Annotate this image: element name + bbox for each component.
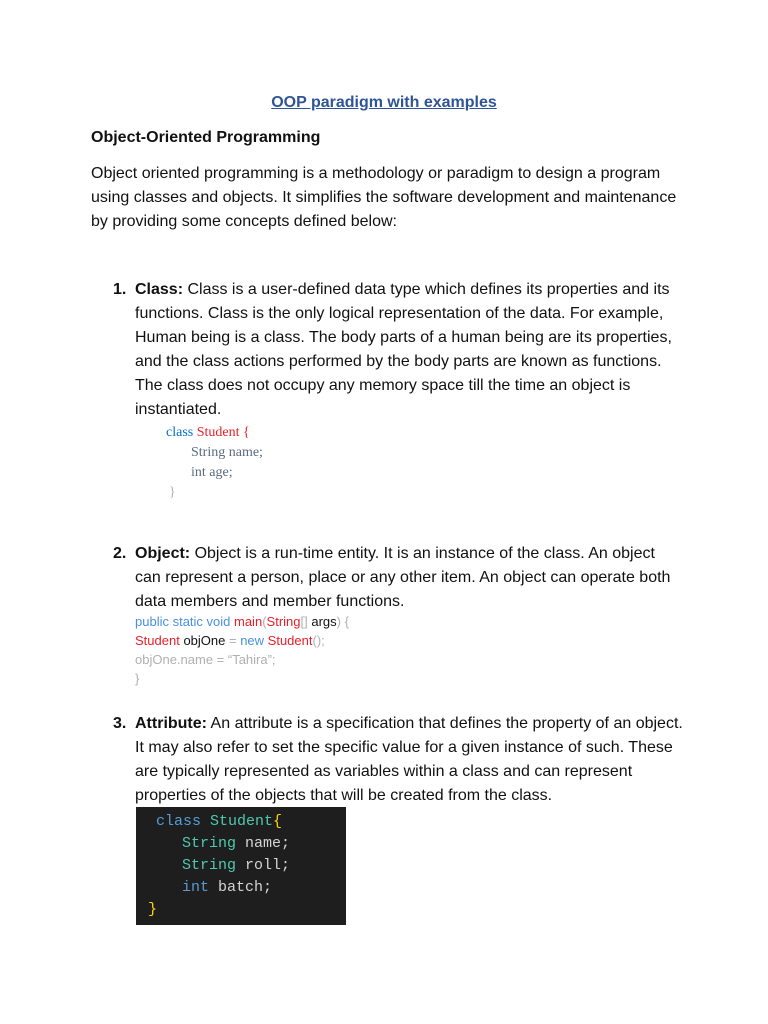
list-item-class: [113, 278, 683, 422]
section-heading: Object-Oriented Programming: [91, 129, 321, 146]
code-line: class Student{: [156, 813, 283, 830]
item-text: [135, 712, 683, 808]
code-line: String roll;: [182, 857, 291, 874]
code-line: int batch;: [182, 879, 273, 896]
code-line: objOne.name = “Tahira”;: [135, 652, 276, 667]
code-line: String name;: [182, 835, 291, 852]
code-line: Student objOne = new Student();: [135, 633, 325, 648]
code-line: String name;: [191, 445, 263, 460]
code-block-class: [166, 423, 263, 503]
page-title[interactable]: OOP paradigm with examples: [271, 94, 497, 111]
item-description: Object is a run-time entity. It is an instance of the class. An object can represent a person, place or any other item. An object can operate both data members and member functions.: [135, 545, 671, 610]
item-term: Class:: [135, 281, 184, 298]
item-description: An attribute is a specification that defines the property of an object. It may also refer to set the specific value for a given instance of such. These are typically represented as variables within a class and can represent properties of the objects that will be created from the class.: [135, 715, 683, 804]
item-term: Attribute:: [135, 715, 207, 732]
item-text: [135, 278, 683, 422]
list-item-object: [113, 542, 683, 614]
code-line: }: [169, 485, 176, 500]
item-text: [135, 542, 683, 614]
code-line: public static void main(String[] args) {: [135, 614, 349, 629]
code-screenshot-attribute: [136, 807, 346, 925]
code-line: class Student {: [166, 425, 250, 440]
code-block-object: [135, 612, 349, 688]
item-number: 2.: [113, 545, 127, 562]
code-line: }: [148, 901, 158, 918]
list-item-attribute: [113, 712, 683, 808]
item-description: Class is a user-defined data type which defines its properties and its functions. Class is the only logical representation of the data. For example, Human being is a class. The body parts of a human being are its properties, and the class actions performed by the body parts are known as functions. The class does not occupy any memory space till the time an object is instantiated.: [135, 281, 672, 418]
intro-paragraph: Object oriented programming is a methodology or paradigm to design a program using classes and objects. It simplifies the software development and maintenance by providing some concepts defined below:: [91, 165, 677, 230]
code-line: }: [135, 671, 140, 686]
item-term: Object:: [135, 545, 191, 562]
code-line: int age;: [191, 465, 233, 480]
item-number: 1.: [113, 281, 127, 298]
item-number: 3.: [113, 715, 127, 732]
